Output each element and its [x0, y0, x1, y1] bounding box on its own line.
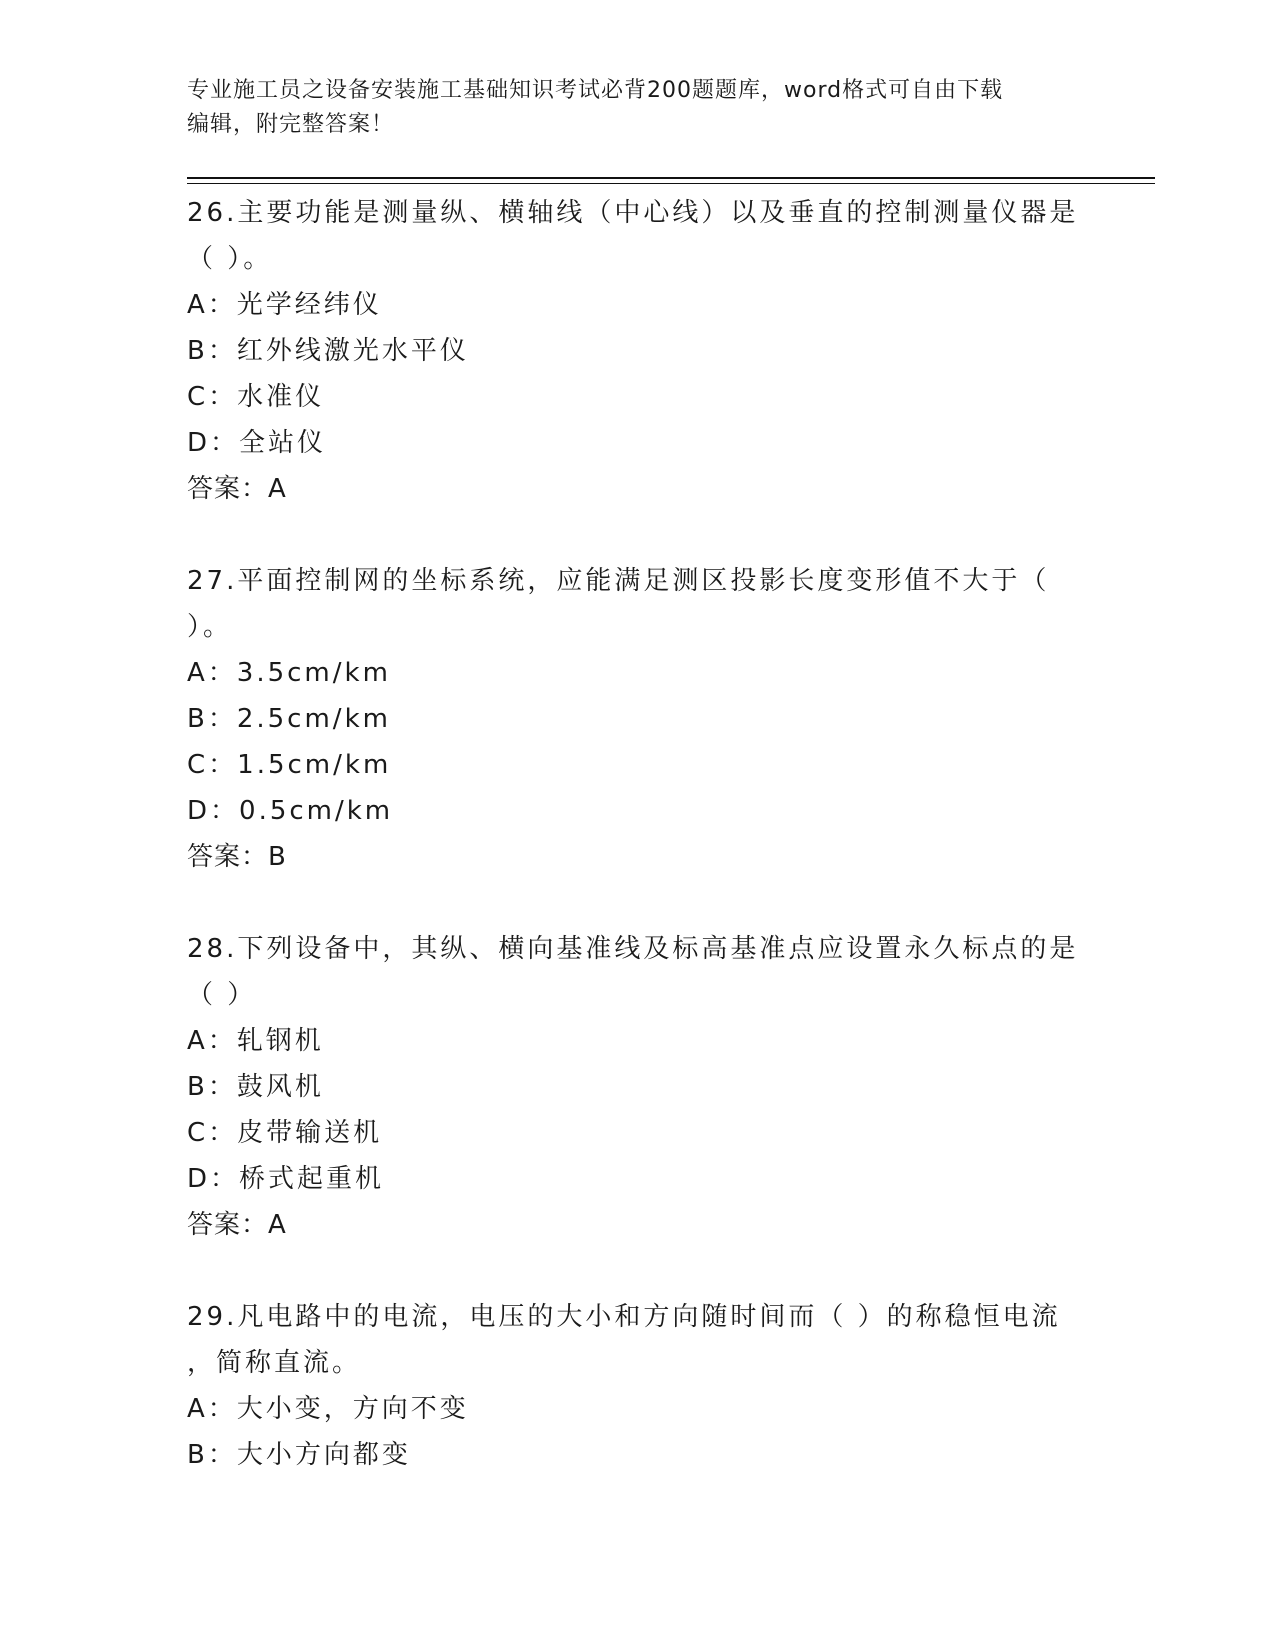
option-b: B：红外线激光水平仪	[187, 336, 469, 366]
option-c: C：水准仪	[187, 382, 325, 412]
header-line-2: 编辑，附完整答案！	[187, 112, 395, 137]
question-stem-line-2: （ ）	[187, 980, 257, 1010]
option-b: B：鼓风机	[187, 1072, 324, 1102]
header-line-1: 专业施工员之设备安装施工基础知识考试必背200题题库，word格式可自由下载	[187, 78, 1004, 103]
header-divider-thick	[187, 177, 1155, 179]
question-stem-line-1: 28.下列设备中，其纵、横向基准线及标高基准点应设置永久标点的是	[187, 934, 1079, 964]
question-stem-line-1: 27.平面控制网的坐标系统，应能满足测区投影长度变形值不大于（	[187, 566, 1050, 596]
question-stem-line-2: （ ）。	[187, 244, 273, 274]
answer: 答案：A	[187, 1210, 287, 1240]
question-stem-line-1: 29.凡电路中的电流，电压的大小和方向随时间而（ ）的称稳恒电流	[187, 1302, 1061, 1332]
option-c: C：1.5cm/km	[187, 750, 392, 780]
question-28	[187, 926, 1087, 1248]
question-list	[187, 190, 1087, 1524]
question-27	[187, 558, 1087, 880]
answer: 答案：A	[187, 474, 287, 504]
option-d: D：0.5cm/km	[187, 796, 394, 826]
option-d: D：全站仪	[187, 428, 327, 458]
option-a: A：大小变，方向不变	[187, 1394, 469, 1424]
question-stem-line-2: ）。	[187, 612, 233, 642]
option-c: C：皮带输送机	[187, 1118, 383, 1148]
option-b: B：大小方向都变	[187, 1440, 411, 1470]
option-a: A：光学经纬仪	[187, 290, 382, 320]
question-26	[187, 190, 1087, 512]
option-b: B：2.5cm/km	[187, 704, 391, 734]
option-a: A：3.5cm/km	[187, 658, 391, 688]
document-header	[187, 74, 1087, 142]
option-d: D：桥式起重机	[187, 1164, 385, 1194]
header-divider-thin	[187, 183, 1155, 184]
option-a: A：轧钢机	[187, 1026, 324, 1056]
question-29	[187, 1294, 1087, 1478]
question-stem-line-1: 26.主要功能是测量纵、横轴线（中心线）以及垂直的控制测量仪器是	[187, 198, 1079, 228]
question-stem-line-2: ，简称直流。	[187, 1348, 362, 1378]
answer: 答案：B	[187, 842, 287, 872]
